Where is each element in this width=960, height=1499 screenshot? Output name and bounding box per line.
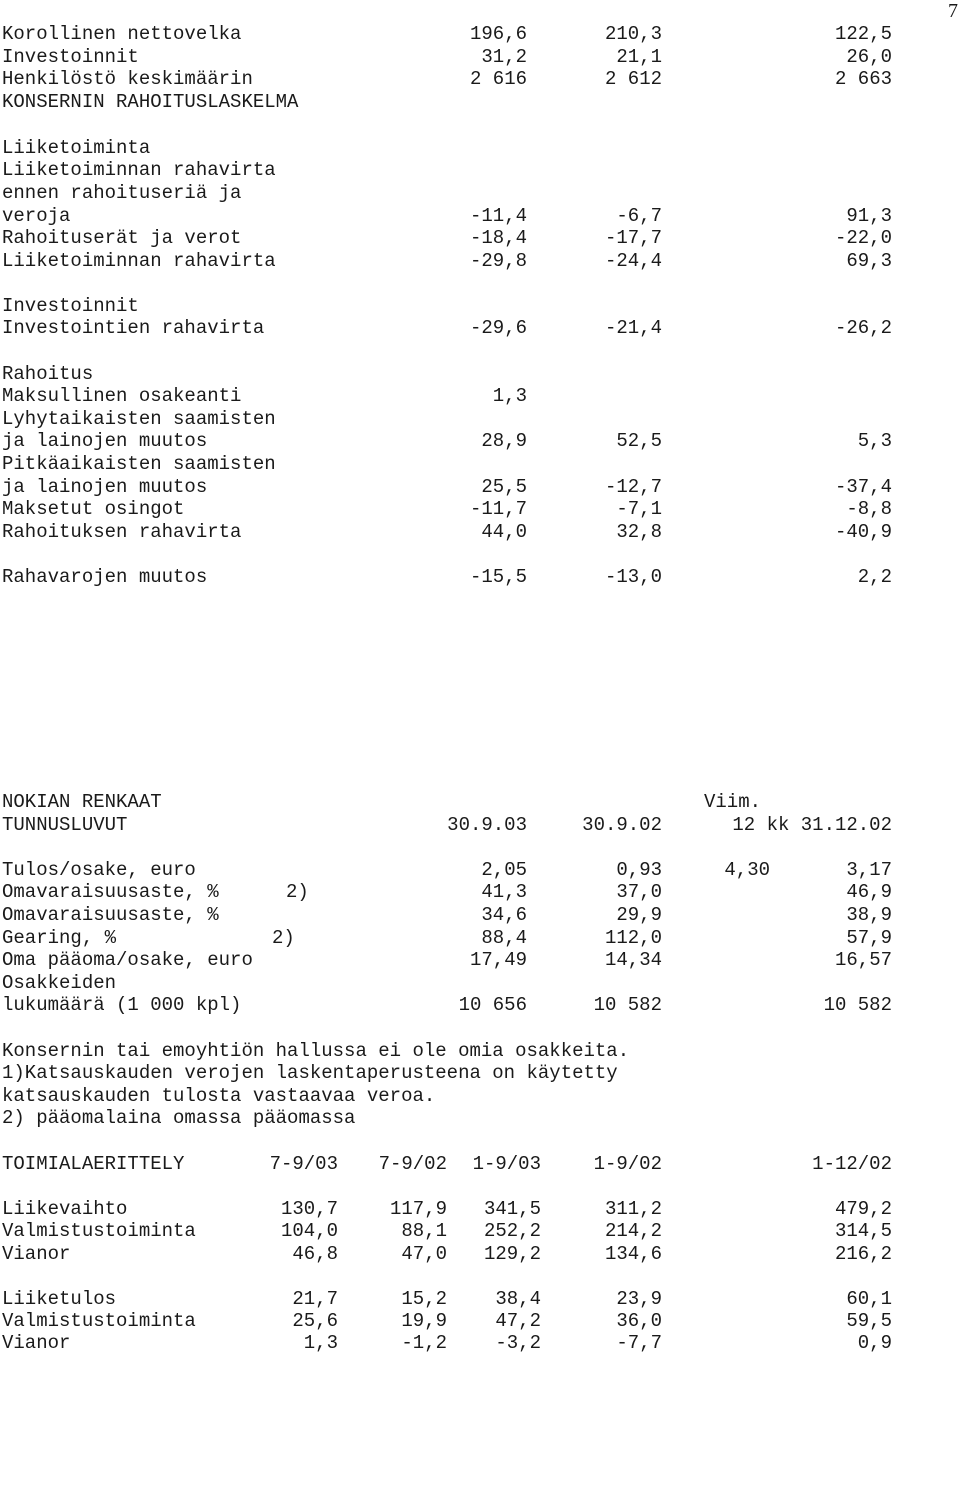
value-2002: -12,7 <box>604 476 662 498</box>
row-label: Liikevaihto <box>2 1198 128 1220</box>
value-full-year: 16,57 <box>834 949 892 971</box>
key-figures-title: TUNNUSLUVUT <box>2 814 128 836</box>
value-2003: 17,49 <box>469 949 527 971</box>
row-label: Omavaraisuusaste, % <box>2 904 219 926</box>
value-2002: -17,7 <box>604 227 662 249</box>
note-line: 2) pääomalaina omassa pääomassa <box>2 1107 356 1129</box>
value-full-year: 3,17 <box>846 859 892 881</box>
value-full-year: 57,9 <box>846 927 892 949</box>
row-label: Rahavarojen muutos <box>2 566 208 588</box>
row-label: Rahoituserät ja verot <box>2 227 242 249</box>
cashflow-title: KONSERNIN RAHOITUSLASKELMA <box>2 91 299 113</box>
row-maksetut-osingot <box>2 497 960 521</box>
header-12kk: 12 kk 31.12.02 <box>732 814 892 836</box>
section-operations: Liiketoiminta <box>2 137 151 159</box>
segment-value: 104,0 <box>280 1220 338 1242</box>
row-oma-paaoma-osake <box>2 948 960 972</box>
value-2002: 21,1 <box>616 46 662 68</box>
row-label: Henkilöstö keskimäärin <box>2 68 253 90</box>
label-operations-1: Liiketoiminnan rahavirta <box>2 159 276 181</box>
label-osakkeiden: Osakkeiden <box>2 972 117 994</box>
value-2003: -11,7 <box>469 498 527 520</box>
header-30-9-02: 30.9.02 <box>582 814 662 836</box>
value-full-year: -26,2 <box>834 317 892 339</box>
value-full-year: 91,3 <box>846 205 892 227</box>
value-full-year: 26,0 <box>846 46 892 68</box>
value-2003: -29,6 <box>469 317 527 339</box>
note-line: 1)Katsauskauden verojen laskentaperusteena on käytetty <box>2 1062 618 1084</box>
segment-value: 214,2 <box>604 1220 662 1242</box>
segments-col-header: 7-9/03 <box>269 1153 338 1175</box>
row-label: veroja <box>2 205 71 227</box>
segment-row-liikevaihto <box>2 1197 960 1221</box>
value-full-year: 2 663 <box>834 68 892 90</box>
row-label: Oma pääoma/osake, euro <box>2 949 253 971</box>
row-rahoituksen-rahavirta <box>2 520 960 544</box>
segment-value: 134,6 <box>604 1243 662 1265</box>
value-2002: -21,4 <box>604 317 662 339</box>
segments-col-header: 1-12/02 <box>812 1153 892 1175</box>
segment-value: 88,1 <box>401 1220 447 1242</box>
value-2002: 37,0 <box>616 881 662 903</box>
row-veroja <box>2 204 960 228</box>
segment-value: 59,5 <box>846 1310 892 1332</box>
value-2002: 210,3 <box>604 23 662 45</box>
value-2003: 88,4 <box>481 927 527 949</box>
value-full-year: 122,5 <box>834 23 892 45</box>
value-2002: 112,0 <box>604 927 662 949</box>
value-full-year: 38,9 <box>846 904 892 926</box>
value-full-year: 5,3 <box>857 430 892 452</box>
segment-row-vianor <box>2 1242 960 1266</box>
row-label: Valmistustoiminta <box>2 1220 196 1242</box>
segment-value: 60,1 <box>846 1288 892 1310</box>
page-number: 7 <box>948 0 958 22</box>
row-label: Valmistustoiminta <box>2 1310 196 1332</box>
label-pitkaaikaisten: Pitkäaikaisten saamisten <box>2 453 276 475</box>
segment-row-valmistustoiminta <box>2 1219 960 1243</box>
row-label: Liiketulos <box>2 1288 117 1310</box>
value-full-year: 46,9 <box>846 881 892 903</box>
value-2002: 32,8 <box>616 521 662 543</box>
segment-value: 47,2 <box>495 1310 541 1332</box>
note-line: Konsernin tai emoyhtiön hallussa ei ole omia osakkeita. <box>2 1040 630 1062</box>
segment-value: 341,5 <box>483 1198 541 1220</box>
value-2003: 34,6 <box>481 904 527 926</box>
value-full-year: 69,3 <box>846 250 892 272</box>
segment-value: -7,7 <box>616 1332 662 1354</box>
row-omavaraisuusaste-1 <box>2 880 960 904</box>
section-investments: Investoinnit <box>2 295 139 317</box>
company-name: NOKIAN RENKAAT <box>2 791 162 813</box>
row-label: ja lainojen muutos <box>2 476 208 498</box>
value-2003: -15,5 <box>469 566 527 588</box>
key-figures-company-row <box>2 790 960 814</box>
segment-value: 311,2 <box>604 1198 662 1220</box>
row-label: ja lainojen muutos <box>2 430 208 452</box>
segment-value: 0,9 <box>857 1332 892 1354</box>
segment-value: 25,6 <box>292 1310 338 1332</box>
row-label: Vianor <box>2 1332 71 1354</box>
row-label: Investointien rahavirta <box>2 317 265 339</box>
value-full-year: -37,4 <box>834 476 892 498</box>
value-2002: 10 582 <box>593 994 662 1016</box>
segment-value: 1,3 <box>303 1332 338 1354</box>
row-label: Gearing, % <box>2 927 117 949</box>
segment-value: 47,0 <box>401 1243 447 1265</box>
row-liiketoiminnan-rahavirta <box>2 249 960 273</box>
value-2002: 14,34 <box>604 949 662 971</box>
row-investoinnit <box>2 45 960 69</box>
segment-row-valmistustoiminta-profit <box>2 1309 960 1333</box>
value-2003: -11,4 <box>469 205 527 227</box>
segment-value: 216,2 <box>834 1243 892 1265</box>
segment-value: 23,9 <box>616 1288 662 1310</box>
value-2003: -29,8 <box>469 250 527 272</box>
value-2003: 2,05 <box>481 859 527 881</box>
value-2002: -6,7 <box>616 205 662 227</box>
key-figures-header-row <box>2 813 960 837</box>
segments-col-header: 1-9/02 <box>593 1153 662 1175</box>
segment-value: 36,0 <box>616 1310 662 1332</box>
segment-value: 19,9 <box>401 1310 447 1332</box>
value-full-year: 10 582 <box>823 994 892 1016</box>
row-maksullinen-osakeanti <box>2 384 960 408</box>
value-2003: 1,3 <box>492 385 527 407</box>
row-gearing <box>2 926 960 950</box>
row-rahavarojen-muutos <box>2 565 960 589</box>
segments-col-header: 7-9/02 <box>378 1153 447 1175</box>
value-2003: 41,3 <box>481 881 527 903</box>
segment-value: 314,5 <box>834 1220 892 1242</box>
value-full-year: -22,0 <box>834 227 892 249</box>
segment-value: 129,2 <box>483 1243 541 1265</box>
segment-row-vianor-profit <box>2 1331 960 1355</box>
note-line: katsauskauden tulosta vastaavaa veroa. <box>2 1085 436 1107</box>
value-2002: 0,93 <box>616 859 662 881</box>
row-label: Omavaraisuusaste, % <box>2 881 219 903</box>
segment-value: 117,9 <box>389 1198 447 1220</box>
label-operations-2: ennen rahoituseriä ja <box>2 182 242 204</box>
segment-value: 252,2 <box>483 1220 541 1242</box>
row-label: Maksullinen osakeanti <box>2 385 242 407</box>
segments-col-header: 1-9/03 <box>472 1153 541 1175</box>
value-2002: 29,9 <box>616 904 662 926</box>
row-label: Vianor <box>2 1243 71 1265</box>
row-label: Liiketoiminnan rahavirta <box>2 250 276 272</box>
row-tulos-osake <box>2 858 960 882</box>
row-label: Korollinen nettovelka <box>2 23 242 45</box>
segment-value: 479,2 <box>834 1198 892 1220</box>
row-omavaraisuusaste-2 <box>2 903 960 927</box>
row-rahoituserat <box>2 226 960 250</box>
segment-value: -3,2 <box>495 1332 541 1354</box>
row-note: 2) <box>272 927 295 949</box>
section-financing: Rahoitus <box>2 363 94 385</box>
row-henkilosto <box>2 67 960 91</box>
row-label: lukumäärä (1 000 kpl) <box>2 994 242 1016</box>
row-label: Rahoituksen rahavirta <box>2 521 242 543</box>
value-2002: 52,5 <box>616 430 662 452</box>
value-2002: 2 612 <box>604 68 662 90</box>
value-full-year: -40,9 <box>834 521 892 543</box>
segment-value: 46,8 <box>292 1243 338 1265</box>
segment-value: 38,4 <box>495 1288 541 1310</box>
value-2003: 28,9 <box>481 430 527 452</box>
row-lyhytaikaiset-muutos <box>2 429 960 453</box>
value-2002: -13,0 <box>604 566 662 588</box>
row-label: Maksetut osingot <box>2 498 185 520</box>
row-label: Tulos/osake, euro <box>2 859 196 881</box>
row-note: 2) <box>286 881 309 903</box>
row-korollinen-nettovelka <box>2 22 960 46</box>
value-2003: 196,6 <box>469 23 527 45</box>
value-2003: 44,0 <box>481 521 527 543</box>
value-2002: -7,1 <box>616 498 662 520</box>
header-30-9-03: 30.9.03 <box>447 814 527 836</box>
value-2003: -18,4 <box>469 227 527 249</box>
segment-value: 21,7 <box>292 1288 338 1310</box>
value-2003: 2 616 <box>469 68 527 90</box>
value-2003: 25,5 <box>481 476 527 498</box>
row-pitkaaikaiset-muutos <box>2 475 960 499</box>
value-2003: 31,2 <box>481 46 527 68</box>
value-full-year: 2,2 <box>857 566 892 588</box>
value-full-year: -8,8 <box>846 498 892 520</box>
segment-row-liiketulos <box>2 1287 960 1311</box>
label-lyhytaikaisten: Lyhytaikaisten saamisten <box>2 408 276 430</box>
segment-value: 130,7 <box>280 1198 338 1220</box>
segment-value: 15,2 <box>401 1288 447 1310</box>
segments-title: TOIMIALAERITTELY <box>2 1153 185 1175</box>
row-investointien-rahavirta <box>2 316 960 340</box>
row-osakkeiden-lukumaara <box>2 993 960 1017</box>
row-label: Investoinnit <box>2 46 139 68</box>
segment-value: -1,2 <box>401 1332 447 1354</box>
segments-header-row <box>2 1152 960 1176</box>
header-viim: Viim. <box>704 791 762 813</box>
value-2003: 10 656 <box>458 994 527 1016</box>
value-full-year-alt: 4,30 <box>724 859 770 881</box>
value-2002: -24,4 <box>604 250 662 272</box>
